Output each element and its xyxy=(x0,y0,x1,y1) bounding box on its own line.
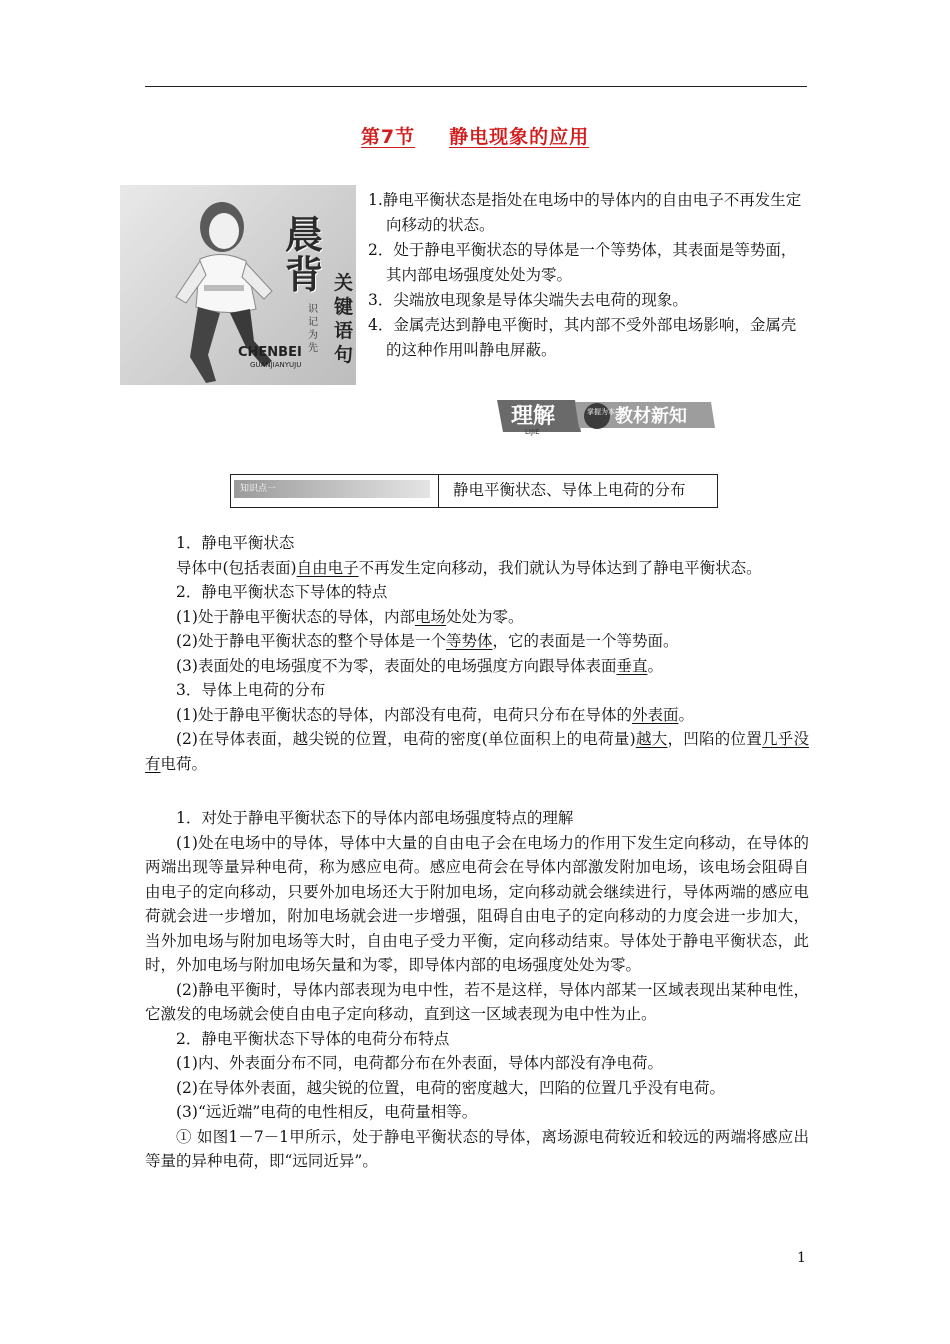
paragraph: (2)在导体外表面，越尖锐的位置，电荷的密度越大，凹陷的位置几乎没有电荷。 xyxy=(176,1078,725,1097)
key-point: 2．处于静电平衡状态的导体是一个等势体，其表面是等势面，其内部电场强度处处为零。 xyxy=(368,241,797,284)
paragraph: (1)处在电场中的导体，导体中大量的自由电子会在电场力的作用下发生定向移动，在导体的两端出现等量异种电荷，称为感应电荷。感应电荷会在导体内部激发附加电场，该电场会阻碍自由电子的定向移动，只要外加电场还大于附加电场，定向移动就会继续进行，导体两端的感应电荷就会进一步增加，附加电场就会进一步增强，阻碍自由电子的定向移动的力度会进一步加大，当外加电场与附加电场等大时，自由电子受力平衡，定向移动结束。导体处于静电平衡状态，此时，外加电场与附加电场矢量和为零，即导体内部的电场强度处处为零。 xyxy=(145,833,809,974)
blank-answer: 电场 xyxy=(414,607,446,626)
page-title xyxy=(0,122,950,149)
blank-answer: 等势体 xyxy=(445,632,493,650)
key-point: 3．尖端放电现象是导体尖端失去电荷的现象。 xyxy=(368,291,688,309)
banner-vertical-text: 关键语句 xyxy=(334,272,354,366)
knowledge-title: 静电平衡状态、导体上电荷的分布 xyxy=(453,481,686,499)
key-points-list xyxy=(368,188,808,363)
blank-answer: 垂直 xyxy=(616,656,648,675)
badge-right: 教材新知 xyxy=(615,406,687,427)
section-knowledge xyxy=(145,531,809,776)
key-point: 1.静电平衡状态是指处在电场中的导体内的自由电子不再发生定向移动的状态。 xyxy=(368,191,802,234)
badge-pinyin: LIJIE xyxy=(525,428,540,436)
subheading: 2．静电平衡状态下导体的电荷分布特点 xyxy=(176,1029,450,1048)
banner-title: 晨背 xyxy=(285,213,324,297)
subheading: 2．静电平衡状态下导体的特点 xyxy=(176,583,388,601)
blank-answer: 外表面 xyxy=(631,705,679,724)
subheading: 3．导体上电荷的分布 xyxy=(176,681,326,699)
knowledge-point-header xyxy=(230,474,718,508)
paragraph: (2)在导体表面，越尖锐的位置，电荷的密度(单位面积上的电荷量)越大，凹陷的位置几乎没有电荷。 xyxy=(145,730,809,773)
banner-small-text: 识记为先 xyxy=(308,304,318,354)
paragraph: (2)处于静电平衡状态的整个导体是一个等势体，它的表面是一个等势面。 xyxy=(176,632,679,650)
banner-en-subtitle: GUANJIANYUJU xyxy=(250,361,302,369)
banner-en-title: CHENBEI xyxy=(238,345,302,360)
lijie-badge xyxy=(497,396,715,436)
paragraph: (3)表面处的电场强度不为零，表面处的电场强度方向跟导体表面垂直。 xyxy=(176,656,663,675)
section-understanding xyxy=(145,806,809,1174)
paragraph: (1)处于静电平衡状态的导体，内部没有电荷，电荷只分布在导体的外表面。 xyxy=(176,705,694,724)
badge-main: 理解 xyxy=(511,404,556,429)
paragraph: 导体中(包括表面)自由电子不再发生定向移动，我们就认为导体达到了静电平衡状态。 xyxy=(176,558,762,577)
blank-answer: 几乎没有 xyxy=(145,730,809,773)
page-number: 1 xyxy=(797,1250,806,1266)
knowledge-tag: 知识点一 xyxy=(234,480,430,498)
header-rule xyxy=(145,86,807,87)
blank-answer: 越大 xyxy=(635,730,668,748)
paragraph: (1)内、外表面分布不同，电荷都分布在外表面，导体内部没有净电荷。 xyxy=(176,1054,663,1072)
subheading: 1．静电平衡状态 xyxy=(176,534,295,552)
chenbei-banner xyxy=(120,185,356,385)
knowledge-tag-cell xyxy=(231,475,439,507)
paragraph: (2)静电平衡时，导体内部表现为电中性，若不是这样，导体内部某一区域表现出某种电性，它激发的电场就会使自由电子定向移动，直到这一区域表现为电中性为止。 xyxy=(145,980,809,1023)
paragraph: (3)“远近端”电荷的电性相反，电荷量相等。 xyxy=(176,1103,478,1121)
badge-small: 掌握为本 xyxy=(587,408,615,416)
section-topic: 静电现象的应用 xyxy=(449,126,590,148)
paragraph: (1)处于静电平衡状态的导体，内部电场处处为零。 xyxy=(176,607,524,626)
key-point: 4．金属壳达到静电平衡时，其内部不受外部电场影响，金属壳的这种作用叫静电屏蔽。 xyxy=(368,316,797,359)
blank-answer: 自由电子 xyxy=(296,558,359,577)
section-number: 第7节 xyxy=(360,126,416,148)
paragraph: ① 如图1－7－1甲所示，处于静电平衡状态的导体，离场源电荷较近和较远的两端将感应出等量的异种电荷，即“远同近异”。 xyxy=(145,1127,809,1170)
subheading: 1．对处于静电平衡状态下的导体内部电场强度特点的理解 xyxy=(176,809,574,827)
